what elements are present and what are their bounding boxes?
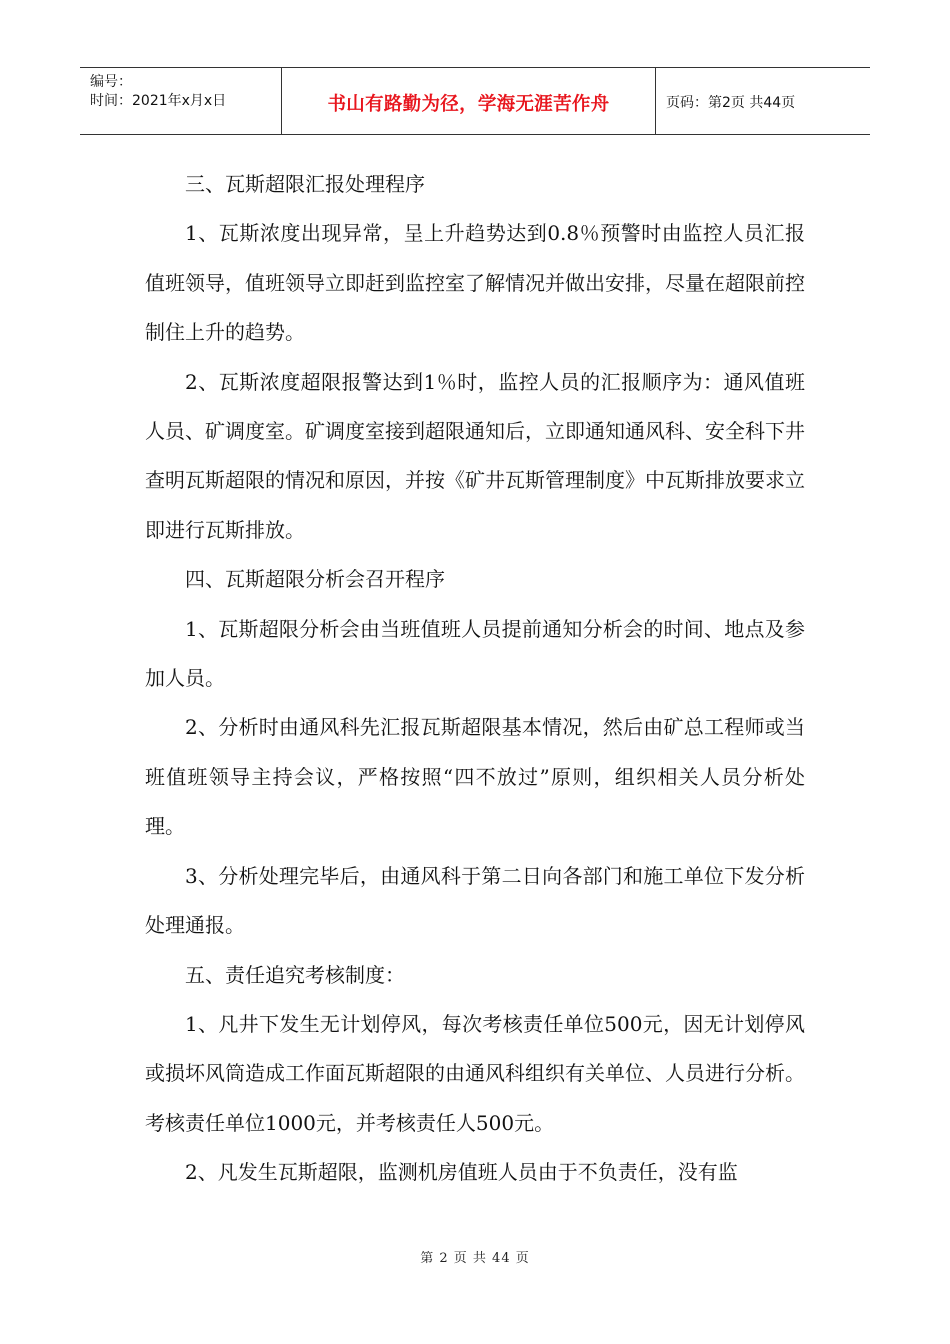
time-label: 时间：2021年x月x日 bbox=[90, 93, 227, 109]
paragraph: 1、瓦斯浓度出现异常，呈上升趋势达到0.8％预警时由监控人员汇报值班领导，值班领导立即赶到监控室了解情况并做出安排，尽量在超限前控制住上升的趋势。 bbox=[145, 221, 805, 345]
paragraph: 2、凡发生瓦斯超限，监测机房值班人员由于不负责任，没有监 bbox=[185, 1160, 738, 1185]
header-motto-cell bbox=[282, 68, 656, 134]
paragraph: 1、瓦斯超限分析会由当班值班人员提前通知分析会的时间、地点及参加人员。 bbox=[145, 616, 805, 691]
number-label: 编号： bbox=[90, 74, 132, 90]
paragraph: 3、分析处理完毕后，由通风科于第二日向各部门和施工单位下发分析处理通报。 bbox=[145, 863, 805, 938]
page-code: 页码：第2页 共44页 bbox=[666, 95, 796, 111]
section-heading-4: 四、瓦斯超限分析会召开程序 bbox=[185, 567, 445, 592]
section-heading-5: 五、责任追究考核制度： bbox=[185, 962, 405, 987]
document-body bbox=[145, 160, 805, 1198]
paragraph: 2、分析时由通风科先汇报瓦斯超限基本情况，然后由矿总工程师或当班值班领导主持会议，严格按照“四不放过”原则，组织相关人员分析处理。 bbox=[145, 715, 805, 839]
motto-text: 书山有路勤为径，学海无涯苦作舟 bbox=[327, 94, 610, 115]
paragraph: 1、凡井下发生无计划停风，每次考核责任单位500元，因无计划停风或损坏风筒造成工作面瓦斯超限的由通风科组织有关单位、人员进行分析。考核责任单位1000元，并考核责任人500元。 bbox=[145, 1011, 805, 1135]
paragraph: 2、瓦斯浓度超限报警达到1％时，监控人员的汇报顺序为：通风值班人员、矿调度室。矿调度室接到超限通知后，立即通知通风科、安全科下井查明瓦斯超限的情况和原因，并按《矿井瓦斯管理制度》中瓦斯排放要求立即进行瓦斯排放。 bbox=[145, 369, 805, 542]
page-footer: 第 2 页 共 44 页 bbox=[420, 1251, 530, 1266]
header-page-cell bbox=[656, 68, 870, 134]
section-heading-3: 三、瓦斯超限汇报处理程序 bbox=[185, 172, 425, 196]
header-meta-cell bbox=[80, 68, 282, 134]
document-header bbox=[80, 67, 870, 135]
